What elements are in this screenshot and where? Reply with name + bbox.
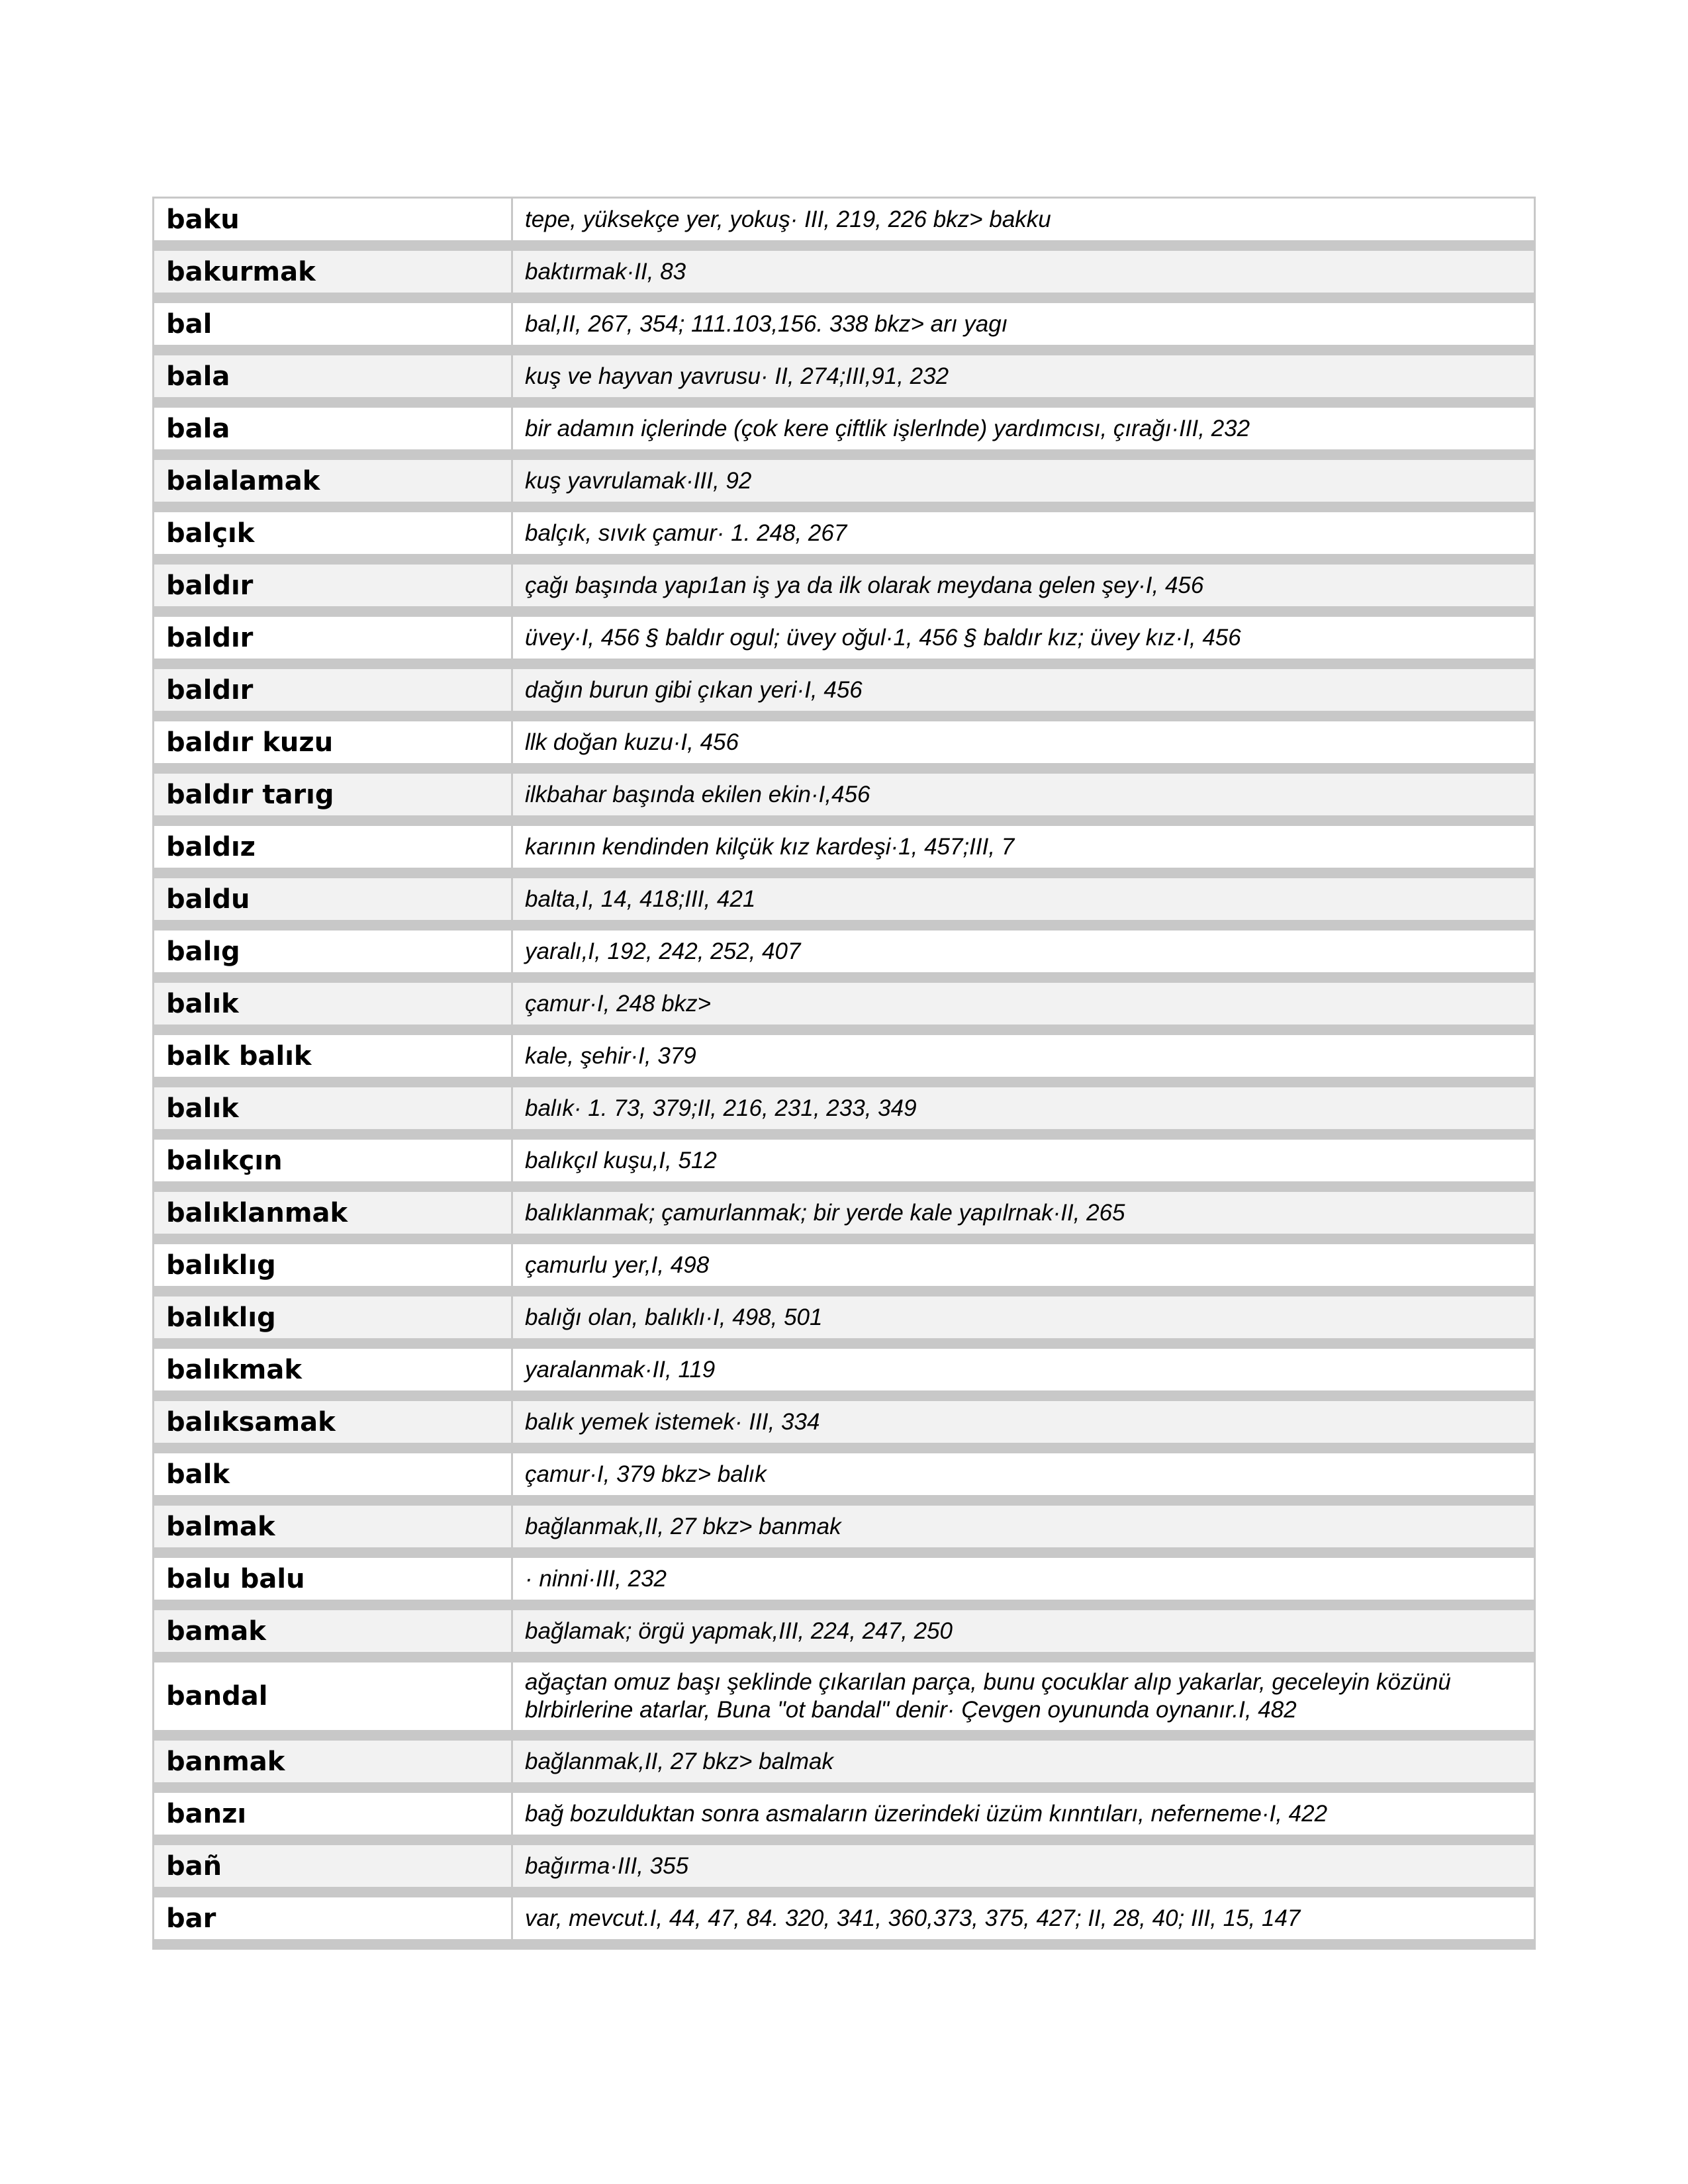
table-row <box>154 669 1534 721</box>
entry-definition: ilkbahar başında ekilen ekin·I,456 <box>525 781 870 807</box>
entry-definition: kuş yavrulamak·III, 92 <box>525 467 752 494</box>
table-row <box>154 1793 1534 1845</box>
entry-word: baldız <box>154 826 513 868</box>
entry-word: balmak <box>154 1506 513 1547</box>
table-row <box>154 774 1534 826</box>
table-row <box>154 1035 1534 1087</box>
entry-definition: bal,II, 267, 354; 111.103,156. 338 bkz> arı yagı <box>525 310 1008 337</box>
entry-definition: balık· 1. 73, 379;II, 216, 231, 233, 349 <box>525 1095 917 1121</box>
entry-word: banzı <box>154 1793 513 1835</box>
entry-definition: bağırma·III, 355 <box>525 1852 689 1879</box>
entry-word: bala <box>154 355 513 397</box>
table-row <box>154 721 1534 774</box>
entry-word: balık <box>154 1087 513 1129</box>
entry-word: balalamak <box>154 460 513 502</box>
table-row <box>154 565 1534 617</box>
entry-word: balıklıg <box>154 1297 513 1338</box>
entry-definition: bağlanmak,II, 27 bkz> balmak <box>525 1748 833 1774</box>
entry-word: baldır kuzu <box>154 721 513 763</box>
entry-definition: var, mevcut.I, 44, 47, 84. 320, 341, 360,373, 375, 427; II, 28, 40; III, 15, 147 <box>525 1905 1301 1931</box>
entry-definition: yaralanmak·II, 119 <box>525 1356 716 1383</box>
entry-word: balıkçın <box>154 1140 513 1181</box>
table-row <box>154 878 1534 931</box>
table-row <box>154 983 1534 1035</box>
entry-word: bakurmak <box>154 251 513 293</box>
table-row <box>154 251 1534 303</box>
entry-definition: çağı başında yapı1an iş ya da ilk olarak meydana gelen şey·I, 456 <box>525 572 1204 598</box>
entry-definition: balıkçıl kuşu,I, 512 <box>525 1147 717 1173</box>
table-row <box>154 355 1534 408</box>
table-row <box>154 199 1534 251</box>
entry-definition: kale, şehir·I, 379 <box>525 1042 696 1069</box>
table-row <box>154 1244 1534 1297</box>
entry-definition: karının kendinden kilçük kız kardeşi·1, 457;III, 7 <box>525 833 1015 860</box>
entry-word: baldır <box>154 617 513 659</box>
entry-word: bañ <box>154 1845 513 1887</box>
entry-definition: ağaçtan omuz başı şeklinde çıkarılan parça, bunu çocuklar alıp yakarlar, geceleyin közünü blrbirlerine atarlar, Buna "ot bandal" denir· Çevgen oyununda oynanır.I, 482 <box>525 1669 1451 1723</box>
table-row <box>154 408 1534 460</box>
entry-word: bandal <box>154 1662 513 1730</box>
table-row <box>154 1845 1534 1897</box>
entry-definition: çamurlu yer,I, 498 <box>525 1251 710 1278</box>
entry-definition: kuş ve hayvan yavrusu· II, 274;III,91, 232 <box>525 363 949 389</box>
entry-definition: balık yemek istemek· III, 334 <box>525 1408 820 1435</box>
entry-definition: bir adamın içlerinde (çok kere çiftlik işlerlnde) yardımcısı, çırağı·III, 232 <box>525 415 1250 441</box>
table-row <box>154 1192 1534 1244</box>
table-row <box>154 303 1534 355</box>
entry-definition: llk doğan kuzu·I, 456 <box>525 729 739 755</box>
entry-word: balık <box>154 983 513 1024</box>
table-row <box>154 1401 1534 1453</box>
table-row <box>154 826 1534 878</box>
entry-word: baldır <box>154 669 513 711</box>
entry-word: balk <box>154 1453 513 1495</box>
entry-word: bar <box>154 1897 513 1939</box>
entry-definition: dağın burun gibi çıkan yeri·I, 456 <box>525 676 863 703</box>
table-row <box>154 1453 1534 1506</box>
table-row <box>154 931 1534 983</box>
entry-definition: tepe, yüksekçe yer, yokuş· III, 219, 226 bkz> bakku <box>525 206 1051 232</box>
entry-definition: · ninni·III, 232 <box>525 1565 667 1592</box>
table-row <box>154 460 1534 512</box>
entry-definition: balta,I, 14, 418;III, 421 <box>525 886 756 912</box>
entry-definition: üvey·I, 456 § baldır ogul; üvey oğul·1, 456 § baldır kız; üvey kız·I, 456 <box>525 624 1241 651</box>
entry-word: baldu <box>154 878 513 920</box>
entry-definition: yaralı,I, 192, 242, 252, 407 <box>525 938 801 964</box>
entry-word: baldır <box>154 565 513 606</box>
table-row <box>154 1741 1534 1793</box>
table-row <box>154 1087 1534 1140</box>
table-row <box>154 1506 1534 1558</box>
table-row <box>154 617 1534 669</box>
entry-definition: balıklanmak; çamurlanmak; bir yerde kale yapılrnak·II, 265 <box>525 1199 1125 1226</box>
entry-word: balu balu <box>154 1558 513 1600</box>
entry-word: balıkmak <box>154 1349 513 1390</box>
entry-word: balçık <box>154 512 513 554</box>
entry-definition: bağ bozulduktan sonra asmaların üzerindeki üzüm kınntıları, neferneme·I, 422 <box>525 1800 1328 1827</box>
table-row <box>154 1297 1534 1349</box>
entry-word: baldır tarıg <box>154 774 513 815</box>
entry-word: bamak <box>154 1610 513 1652</box>
entry-definition: balçık, sıvık çamur· 1. 248, 267 <box>525 520 847 546</box>
entry-word: banmak <box>154 1741 513 1782</box>
entry-definition: çamur·I, 248 bkz> <box>525 990 712 1017</box>
entry-definition: bağlanmak,II, 27 bkz> banmak <box>525 1513 841 1539</box>
table-row <box>154 1662 1534 1741</box>
entry-word: balıksamak <box>154 1401 513 1443</box>
entry-definition: bağlamak; örgü yapmak,III, 224, 247, 250 <box>525 1617 953 1644</box>
entry-word: baku <box>154 199 513 240</box>
entry-definition: baktırmak·II, 83 <box>525 258 686 285</box>
entry-word: balk balık <box>154 1035 513 1077</box>
dictionary-table <box>152 197 1536 1950</box>
table-row <box>154 1349 1534 1401</box>
entry-word: balıklanmak <box>154 1192 513 1234</box>
table-row <box>154 1610 1534 1662</box>
table-row <box>154 512 1534 565</box>
table-row <box>154 1140 1534 1192</box>
entry-word: balıklıg <box>154 1244 513 1286</box>
entry-definition: çamur·I, 379 bkz> balık <box>525 1461 767 1487</box>
table-row <box>154 1897 1534 1950</box>
entry-word: bala <box>154 408 513 449</box>
table-row <box>154 1558 1534 1610</box>
entry-word: balıg <box>154 931 513 972</box>
entry-word: bal <box>154 303 513 345</box>
entry-definition: balığı olan, balıklı·I, 498, 501 <box>525 1304 823 1330</box>
